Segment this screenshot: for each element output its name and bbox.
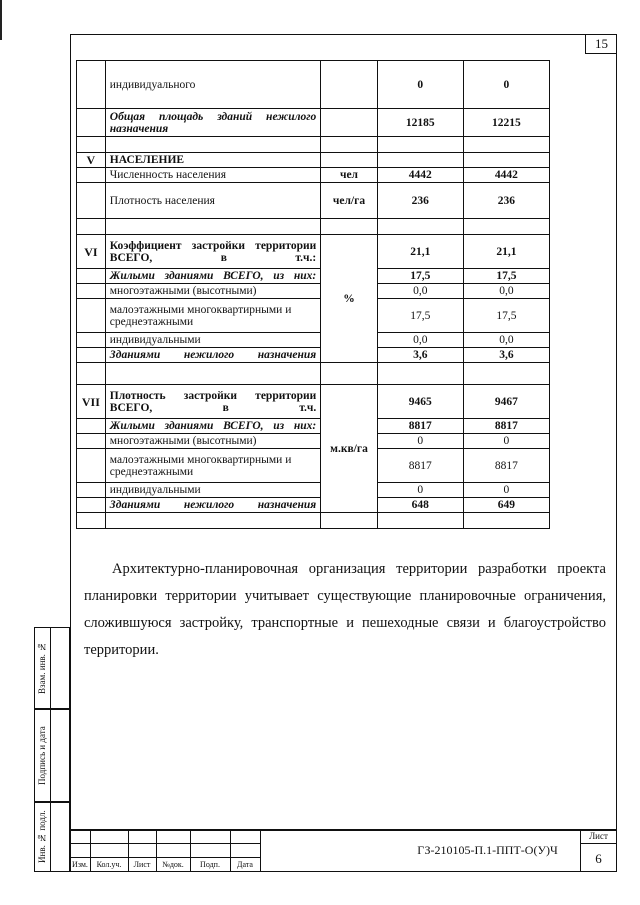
value-1: 21,1 [377,235,463,269]
table-row [77,61,550,109]
value-1: 648 [377,498,463,513]
table-row [77,498,550,513]
indicators-table [76,60,550,529]
value-2: 0,0 [463,333,549,348]
body-paragraph: Архитектурно-планировочная организация территории разработки проекта планировки территории учитывает существующие планировочные ограничения, сложившуюся застройку, транспортные и пешеходные связи и благоустройство территории. [84,561,606,658]
value-2: 12215 [463,109,549,137]
row-name: Коэффициент застройки территории ВСЕГО, в т.ч.: [105,235,320,269]
value-2: 0 [463,61,549,109]
value-1: 17,5 [377,299,463,333]
row-name: индивидуальными [105,333,320,348]
value-1: 0 [377,61,463,109]
value-2: 236 [463,183,549,219]
row-name: малоэтажными многоквартирными и среднеэтажными [105,449,320,483]
row-name: индивидуальными [105,483,320,498]
table-row [77,183,550,219]
value-1: 3,6 [377,348,463,363]
value-2: 649 [463,498,549,513]
row-name: Зданиями нежилого назначения [105,498,320,513]
value-2: 0,0 [463,284,549,299]
spacer-row [77,137,550,153]
value-2: 17,5 [463,299,549,333]
value-2: 8817 [463,449,549,483]
scan-edge-mark [0,0,2,40]
value-2: 0 [463,483,549,498]
value-1: 8817 [377,419,463,434]
row-name: индивидуального [105,61,320,109]
row-name: Плотность застройки территории ВСЕГО, в т.ч. [105,385,320,419]
section-number: VII [77,385,106,419]
col-izm: Изм. [72,860,88,869]
table-row [77,333,550,348]
section-number: V [77,153,106,168]
value-1: 17,5 [377,269,463,284]
table-row [77,235,550,269]
value-1: 0 [377,434,463,449]
spacer-row [77,219,550,235]
value-1: 0,0 [377,284,463,299]
row-unit: чел [321,168,377,183]
row-name: Плотность населения [105,183,320,219]
row-name: многоэтажными (высотными) [105,434,320,449]
value-1: 8817 [377,449,463,483]
row-name: малоэтажными многоквартирными и среднеэтажными [105,299,320,333]
stamp-label-signature-date: Подпись и дата [37,726,47,785]
page-number: 15 [585,34,617,54]
table-row [77,385,550,419]
row-unit: чел/га [321,183,377,219]
table-row [77,483,550,498]
row-name: Жилыми зданиями ВСЕГО, из них: [105,419,320,434]
value-1: 236 [377,183,463,219]
row-name: Жилыми зданиями ВСЕГО, из них: [105,269,320,284]
value-2: 17,5 [463,269,549,284]
table-row [77,348,550,363]
col-koluch: Кол.уч. [96,860,122,869]
value-2: 3,6 [463,348,549,363]
row-name: Общая площадь зданий нежилого назначения [105,109,320,137]
table-row [77,449,550,483]
value-2: 0 [463,434,549,449]
table-row [77,168,550,183]
table-row [77,284,550,299]
document-code: ГЗ-210105-П.1-ППТ-О(У)Ч [417,843,558,857]
value-2: 21,1 [463,235,549,269]
col-data: Дата [237,860,253,869]
table-row [77,419,550,434]
value-1: 4442 [377,168,463,183]
col-podp: Подп. [200,860,220,869]
section-unit: м.кв/га [321,385,377,513]
sheet-label: Лист [589,831,608,841]
stamp-label-replacement-inv: Взам. инв. № [37,641,47,695]
section-number: VI [77,235,106,269]
section-title: НАСЕЛЕНИЕ [105,153,320,168]
row-name: многоэтажными (высотными) [105,284,320,299]
section-unit: % [321,235,377,363]
row-name: Зданиями нежилого назначения [105,348,320,363]
stamp-label-original-inv: Инв. № подл. [37,810,47,864]
value-1: 9465 [377,385,463,419]
spacer-row [77,513,550,529]
spacer-row [77,363,550,385]
table-row [77,269,550,284]
row-name: Численность населения [105,168,320,183]
section-header-row [77,153,550,168]
col-list: Лист [133,860,151,869]
table-row [77,434,550,449]
title-block [70,829,617,872]
table-row [77,109,550,137]
value-1: 0,0 [377,333,463,348]
value-2: 4442 [463,168,549,183]
value-1: 0 [377,483,463,498]
table-row [77,299,550,333]
value-1: 12185 [377,109,463,137]
value-2: 9467 [463,385,549,419]
value-2: 8817 [463,419,549,434]
col-ndok: №док. [162,860,184,869]
sheet-number: 6 [595,851,602,866]
